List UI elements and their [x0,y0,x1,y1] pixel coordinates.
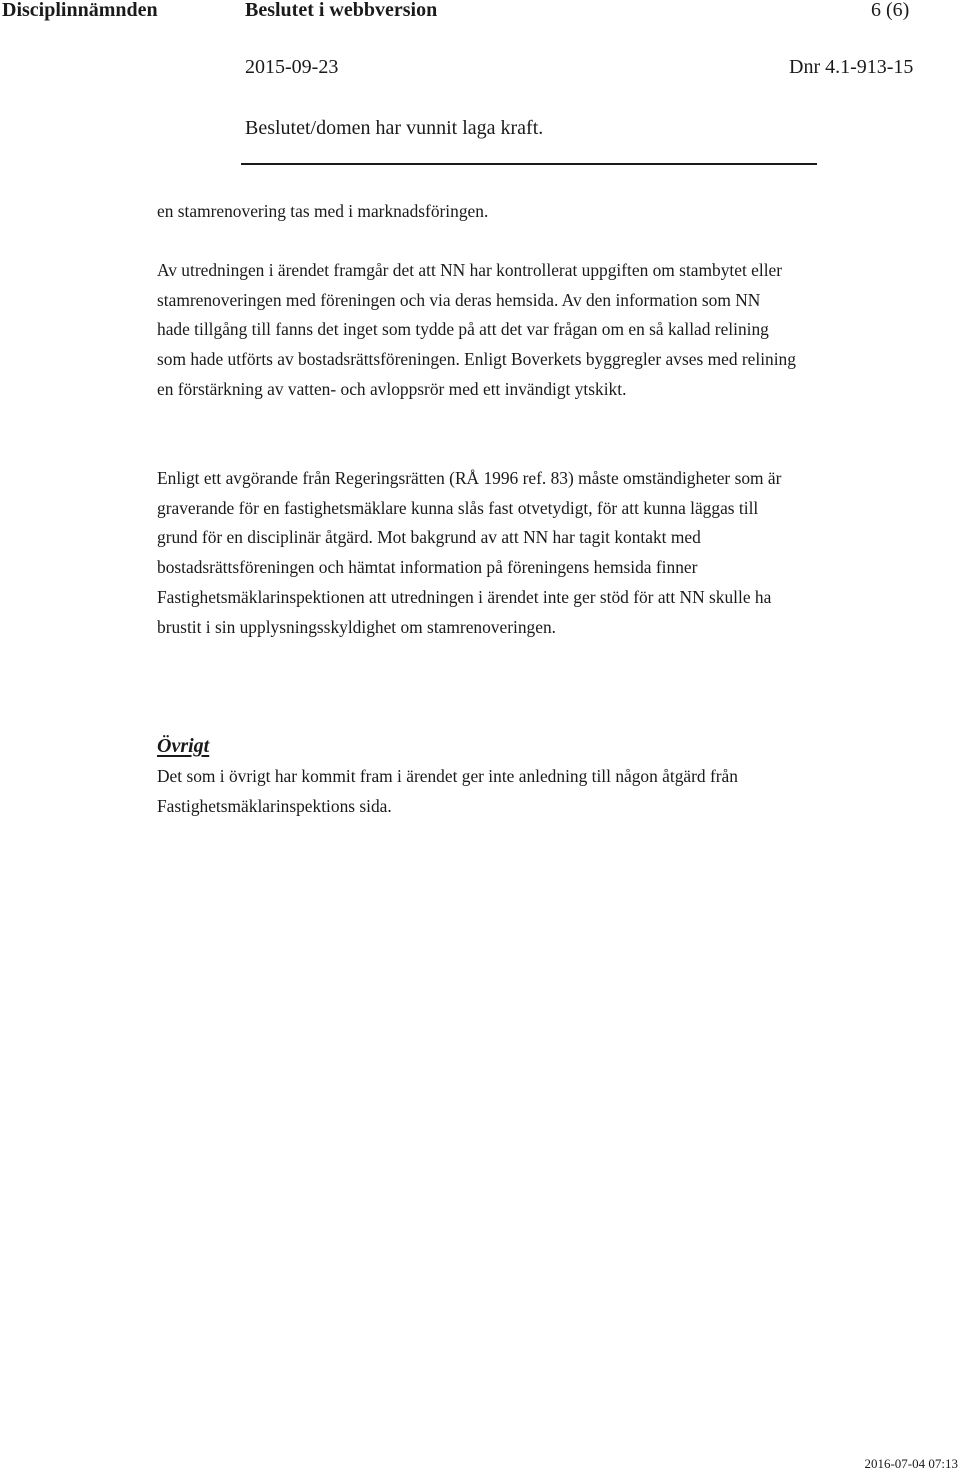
decision-status: Beslutet/domen har vunnit laga kraft. [245,117,544,139]
document-date: 2015-09-23 [245,56,339,78]
paragraph-2: Av utredningen i ärendet framgår det att NN har kontrollerat uppgiften om stambytet eller stamrenoveringen med föreningen och via deras hemsida. Av den information som NN hade tillgång till fanns det inget som tydde på att det var frågan om en så kallad relining som hade utförts av bostadsrättsföreningen. Enligt Boverkets byggregler avses med relining en förstärkning av vatten- och avloppsrör med ett invändigt ytskikt. [157,260,796,399]
header-title: Beslutet i webbversion [245,0,438,21]
print-timestamp: 2016-07-04 07:13 [864,1456,958,1471]
paragraph-3: Enligt ett avgörande från Regeringsrätten (RÅ 1996 ref. 83) måste omständigheter som är graverande för en fastighetsmäklare kunna slås fast otvetydigt, för att kunna läggas till grund för en disciplinär åtgärd. Mot bakgrund av att NN har tagit kontakt med bostadsrättsföreningen och hämtat information på föreningens hemsida finner Fastighetsmäklarinspektionen att utredningen i ärendet inte ger stöd för att NN skulle ha brustit i sin upplysningsskyldighet om stamrenoveringen. [157,468,782,637]
paragraph-4: Det som i övrigt har kommit fram i ärendet ger inte anledning till någon åtgärd från Fastighetsmäklarinspektions sida. [157,766,738,816]
section-heading-ovrigt: Övrigt [157,735,210,757]
header-divider [241,163,817,165]
document-dnr: Dnr 4.1-913-15 [789,56,914,78]
header-org: Disciplinnämnden [2,0,158,21]
page-number: 6 (6) [871,0,910,21]
paragraph-1: en stamrenovering tas med i marknadsföringen. [157,201,489,221]
